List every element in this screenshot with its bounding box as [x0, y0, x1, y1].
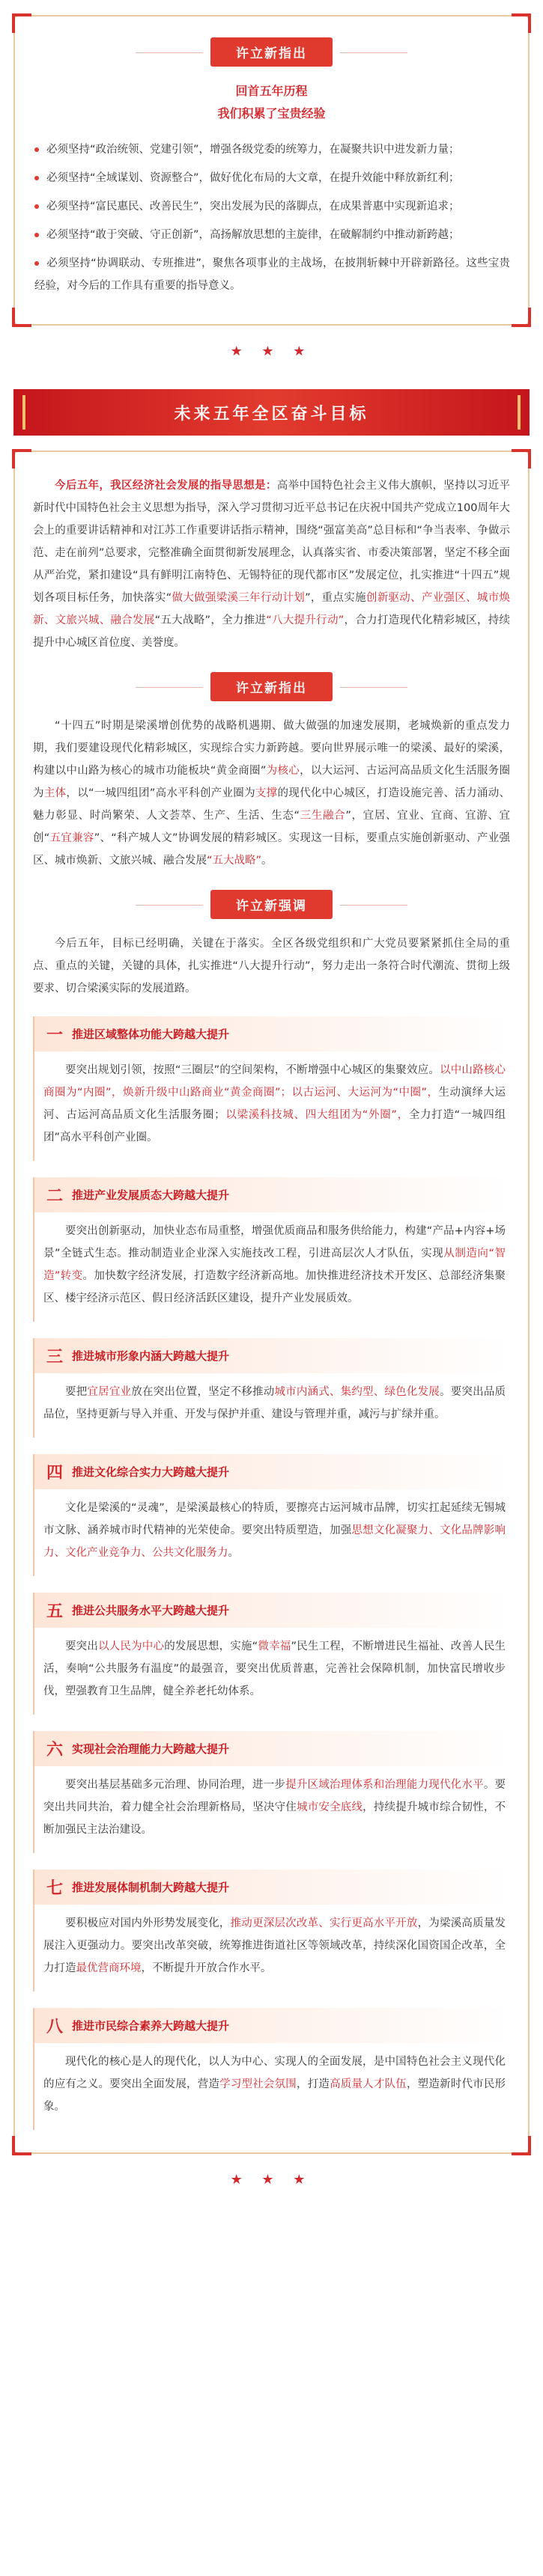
bullet-dot-icon	[34, 204, 39, 209]
section-number: 六	[46, 1741, 63, 1759]
section-title: 实现社会治理能力大跨越大提升	[72, 1742, 230, 1756]
subtitle-line: 回首五年历程	[235, 84, 308, 98]
action-section	[33, 1177, 510, 1322]
section-title: 推进发展体制机制大跨越大提升	[72, 1881, 230, 1894]
section-body: 要突出规划引领，按照“三圈层”的空间架构，不断增强中心城区的集聚效应。以中山路核心商圈为“内圈”，焕新升级中山路商业“黄金商圈”；以古运河、大运河为“中圈”，生动演绎大运河、古运河高品质文化生活服务圈；以梁溪科技城、四大组团为“外圈”，全力打造“一城四组团”高水平科创产业圈。	[43, 1064, 506, 1144]
section-header	[34, 1731, 510, 1766]
corner-decoration	[512, 13, 531, 33]
goals-banner: 未来五年全区奋斗目标	[13, 389, 530, 436]
corner-decoration	[512, 449, 531, 468]
card-subtitle	[33, 80, 510, 125]
section-header	[34, 1593, 510, 1628]
bullet-dot-icon	[34, 233, 39, 237]
section-title: 推进城市形象内涵大跨越大提升	[72, 1349, 230, 1363]
bullet-dot-icon	[34, 176, 39, 180]
section-header	[34, 1870, 510, 1905]
section-number: 八	[46, 2018, 63, 2036]
section-body: 要突出基层基础多元治理、协同治理，进一步提升区域治理体系和治理能力现代化水平。要突出共同共治，着力健全社会治理新格局，坚决守住城市安全底线，持续提升城市综合韧性，不断加强民主法治建设。	[43, 1779, 506, 1836]
section-number: 一	[46, 1026, 63, 1045]
corner-decoration	[512, 308, 531, 327]
star-divider-icon: ★ ★ ★	[230, 2172, 313, 2188]
section-title: 推进产业发展质态大跨越大提升	[72, 1188, 230, 1202]
action-section	[33, 1870, 510, 1991]
section-tag: 许立新指出	[210, 37, 333, 67]
section-number: 三	[46, 1348, 63, 1367]
section-header	[34, 1177, 510, 1212]
list-item: 必须坚持“敢于突破、守正创新”，高扬解放思想的主旋律，在破解制约中推动新跨越；	[33, 224, 510, 246]
corner-decoration	[512, 2136, 531, 2155]
action-section	[33, 1016, 510, 1161]
action-section	[33, 1593, 510, 1715]
experience-list	[33, 138, 510, 297]
page	[0, 15, 543, 2226]
emphasis-paragraph: 今后五年，目标已经明确，关键在于落实。全区各级党组织和广大党员要紧紧抓住全局的重点、重点的关键，关键的具体，扎实推进“八大提升行动”，努力走出一条符合时代潮流、贯彻上级要求、切合梁溪实际的发展道路。	[33, 938, 510, 995]
section-body: 现代化的核心是人的现代化，以人为中心、实现人的全面发展，是中国特色社会主义现代化的应有之义。要突出全面发展，营造学习型社会氛围，打造高质量人才队伍，塑造新时代市民形象。	[43, 2056, 506, 2113]
section-body: 文化是梁溪的“灵魂”，是梁溪最核心的特质，要擦亮古运河城市品牌，切实扛起延续无锡城市文脉、涵养城市时代精神的光荣使命。要突出特质塑造，加强思想文化凝聚力、文化品牌影响力、文化产业竞争力、公共文化服务力。	[43, 1502, 506, 1559]
action-section	[33, 1731, 510, 1853]
corner-decoration	[12, 308, 31, 327]
lead-text: 今后五年，我区经济社会发展的指导思想是：	[55, 480, 277, 492]
guiding-ideology-paragraph: 今后五年，我区经济社会发展的指导思想是：高举中国特色社会主义伟大旗帜，坚持以习近平新时代中国特色社会主义思想为指导，深入学习贯彻习近平总书记在庆祝中国共产党成立100周年大会上的重要讲话精神和对江苏工作重要讲话指示精神，围绕“强富美高”总目标和“争当表率、争做示范、走在前列”总要求，完整准确全面贯彻新发展理念，认真落实省、市委决策部署，坚定不移全面从严治党，紧扣建设“具有鲜明江南特色、无锡特征的现代都市区”发展定位，扎实推进“十四五”规划各项目标任务，加快落实“做大做强梁溪三年行动计划”，重点实施创新驱动、产业强区、城市焕新、文旅兴城、融合发展“五大战略”，全力推进“八大提升行动”，合力打造现代化精彩城区，持续提升中心城区首位度、美誉度。	[33, 480, 511, 649]
section-header	[34, 1016, 510, 1052]
section-title: 推进区域整体功能大跨越大提升	[72, 1028, 230, 1041]
section-number: 五	[46, 1602, 63, 1621]
star-divider-icon: ★ ★ ★	[230, 344, 313, 359]
list-item: 必须坚持“政治统领、党建引领”，增强各级党委的统筹力，在凝聚共识中进发新力量；	[33, 138, 510, 161]
corner-decoration	[12, 449, 31, 468]
section-body: 要把宜居宜业放在突出位置，坚定不移推动城市内涵式、集约型、绿色化发展。要突出品质品位，坚持更新与导入并重、开发与保护并重、建设与管理并重，减污与扩绿并重。	[43, 1386, 506, 1420]
list-item: 必须坚持“协调联动、专班推进”，聚焦各项事业的主战场，在披荆斩棘中开辟新路径。这些宝贵经验，对今后的工作具有重要的指导意义。	[34, 257, 510, 292]
corner-decoration	[12, 13, 31, 33]
action-section	[33, 1338, 510, 1438]
list-item: 必须坚持“富民惠民、改善民生”，突出发展为民的落脚点，在成果普惠中实现新追求；	[33, 195, 510, 218]
bullet-dot-icon	[34, 261, 39, 266]
goals-card	[13, 451, 530, 2154]
section-number: 四	[46, 1464, 63, 1483]
subtitle-line: 我们积累了宝贵经验	[217, 106, 326, 120]
section-title: 推进市民综合素养大跨越大提升	[72, 2019, 230, 2033]
section-body: 要积极应对国内外形势发展变化，推动更深层次改革、实行更高水平开放，为梁溪高质量发展注入更强动力。要突出改革突破，统筹推进街道社区等领域改革，持续深化国资国企改革，全力打造最优营商环境，不断提升开放合作水平。	[43, 1917, 506, 1974]
section-body: 要突出以人民为中心的发展思想，实施“微幸福”民生工程，不断增进民生福祉、改善人民生活，奏响“公共服务有温度”的最强音，要突出优质普惠，完善社会保障机制，加快富民增收步伐，塑强教育卫生品牌，健全养老托幼体系。	[43, 1640, 506, 1697]
action-section	[33, 1454, 510, 1576]
city-vision-paragraph: “十四五”时期是梁溪增创优势的战略机遇期、做大做强的加速发展期，老城焕新的重点发力期，我们要建设现代化精彩城区，实现综合实力新跨越。要向世界展示唯一的梁溪、最好的梁溪，构建以中山路为核心的城市功能板块“黄金商圈”为核心，以大运河、古运河高品质文化生活服务圈为主体，以“一城四组团”高水平科创产业圈为支撑的现代化中心城区，打造设施完善、活力涌动、魅力彰显、时尚繁荣、人文荟萃、生产、生活、生态“三生融合”，宜居、宜业、宜商、宜游、宜创“五宜兼容”、“科产城人文”协调发展的精彩城区。实现这一目标，要重点实施创新驱动、产业强区、城市焕新、文旅兴城、融合发展“五大战略”。	[33, 720, 511, 867]
action-section	[33, 2008, 510, 2130]
section-title: 推进公共服务水平大跨越大提升	[72, 1604, 230, 1617]
section-header	[34, 2008, 510, 2043]
experience-card	[13, 15, 530, 326]
action-sections	[33, 1016, 510, 2130]
section-body: 要突出创新驱动，加快业态布局重整，增强优质商品和服务供给能力，构建“产品+内容+场景”全链式生态。推动制造业企业深入实施技改工程，引进高层次人才队伍，实现从制造向“智造”转变。加快数字经济发展，打造数字经济新高地。加快推进经济技术开发区、总部经济集聚区、楼宇经济示范区、假日经济活跃区建设，提升产业发展质效。	[43, 1225, 506, 1304]
section-header	[34, 1454, 510, 1489]
section-number: 七	[46, 1879, 63, 1898]
section-header	[34, 1338, 510, 1373]
section-title: 推进文化综合实力大跨越大提升	[72, 1465, 230, 1479]
list-item: 必须坚持“全域谋划、资源整合”，做好优化布局的大文章，在提升效能中释放新红利；	[33, 167, 510, 189]
corner-decoration	[12, 2136, 31, 2155]
section-tag: 许立新指出	[210, 672, 333, 701]
section-tag: 许立新强调	[210, 890, 333, 919]
section-number: 二	[46, 1187, 63, 1206]
bullet-dot-icon	[34, 147, 39, 152]
